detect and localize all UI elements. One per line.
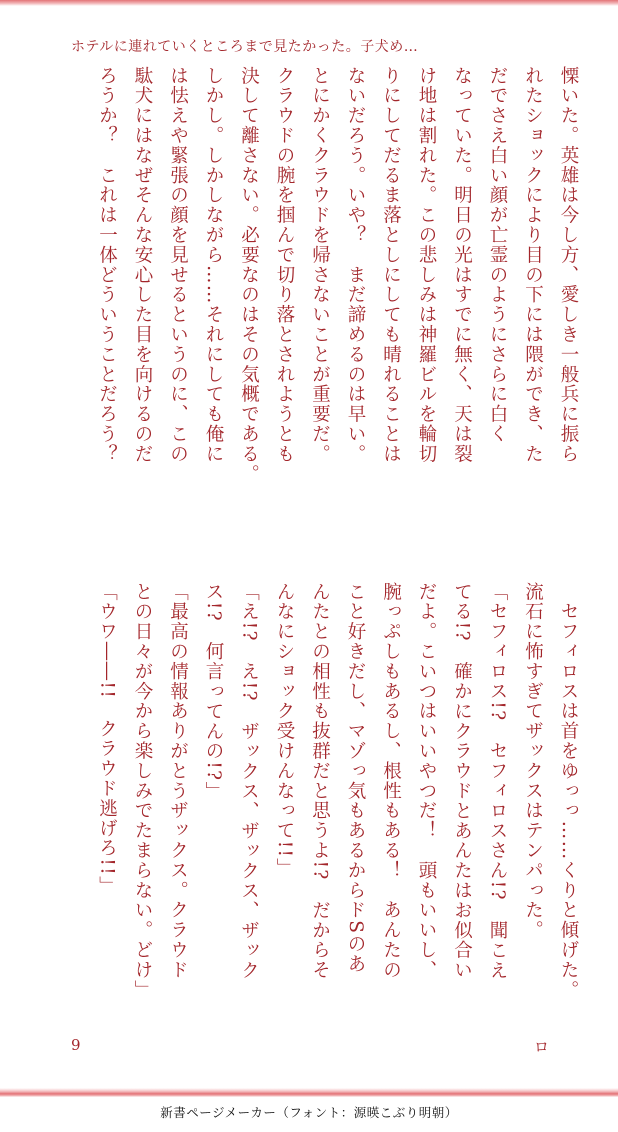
maker-credit: 新書ページメーカー（フォント：源暎こぶり明朝） [160, 1106, 458, 1120]
text-line: 「え!? え!? ザックス、ザックス、ザック [238, 582, 260, 981]
text-line: 「セフィロス!? セフィロスさん!? 聞こえ [487, 582, 508, 981]
text-line: 駄犬にはなぜそんな安心した目を向けるのだ [132, 66, 153, 464]
text-line: クラウドの腕を掴んで切り落とされようとも [274, 66, 295, 464]
text-line: ろうか？ これは一体どういうことだろう？ [96, 66, 118, 464]
text-line: だよ。こいつはいいやつだ！ 頭もいいし、 [416, 582, 437, 980]
text-line: こと好きだし、マゾっ気もあるからドSのあ [345, 582, 366, 975]
page-number: 9 [71, 1036, 81, 1054]
text-line: んたとの相性も抜群だと思うよ!? だからそ [309, 582, 331, 981]
text-line: 流石に怖すぎてザックスはテンパった。 [522, 582, 544, 941]
text-line: 「ウワ――!! クラウド逃げろ!!」 [96, 582, 118, 896]
text-line: とにかくクラウドを帰さないことが重要だ。 [309, 66, 331, 464]
text-line: 慄いた。英雄は今し方、愛しき一般兵に振ら [558, 66, 579, 464]
text-line: てる!? 確かにクラウドとあんたはお似合い [451, 582, 473, 981]
text-line: だでさえ白い顔が亡霊のようにさらに白く [487, 66, 508, 445]
text-line: りにしてだるま落としにしても晴れることは [380, 66, 402, 464]
text-line: 「最高の情報ありがとうザックス。クラウド [167, 582, 189, 980]
text-line: ス!? 何言ってんの!?」 [203, 582, 224, 802]
page-marker: ロ [534, 1038, 550, 1056]
text-block-lower [89, 582, 586, 1032]
text-line: セフィロスは首をゆっっ……くりと傾げた。 [558, 582, 579, 1000]
text-line: 決して離さない。必要なのはその気概である。 [238, 66, 260, 484]
text-line: ないだろう。いや？ まだ諦めるのは早い。 [345, 66, 366, 464]
text-line: んなにショック受けんなって!!」 [274, 582, 295, 879]
text-line: け地は割れた。この悲しみは神羅ビルを輪切 [416, 66, 437, 464]
text-line: れたショックにより目の下には隈ができ、た [522, 66, 544, 464]
text-block-upper [89, 66, 586, 516]
text-line: との日々が今から楽しみでたまらない。どけ」 [132, 582, 153, 1000]
text-line: 腕っぷしもあるし、根性もある！ あんたの [380, 582, 402, 980]
text-line: しかし。しかしながら……それにしても俺に [203, 66, 224, 464]
bottom-border [0, 1088, 618, 1097]
running-head: ホテルに連れていくところまで見たかった。子犬め… [71, 39, 419, 55]
text-line: は怯えや緊張の顔を見せるというのに、この [167, 66, 189, 464]
text-line: なっていた。明日の光はすでに無く、天は裂 [451, 66, 473, 464]
